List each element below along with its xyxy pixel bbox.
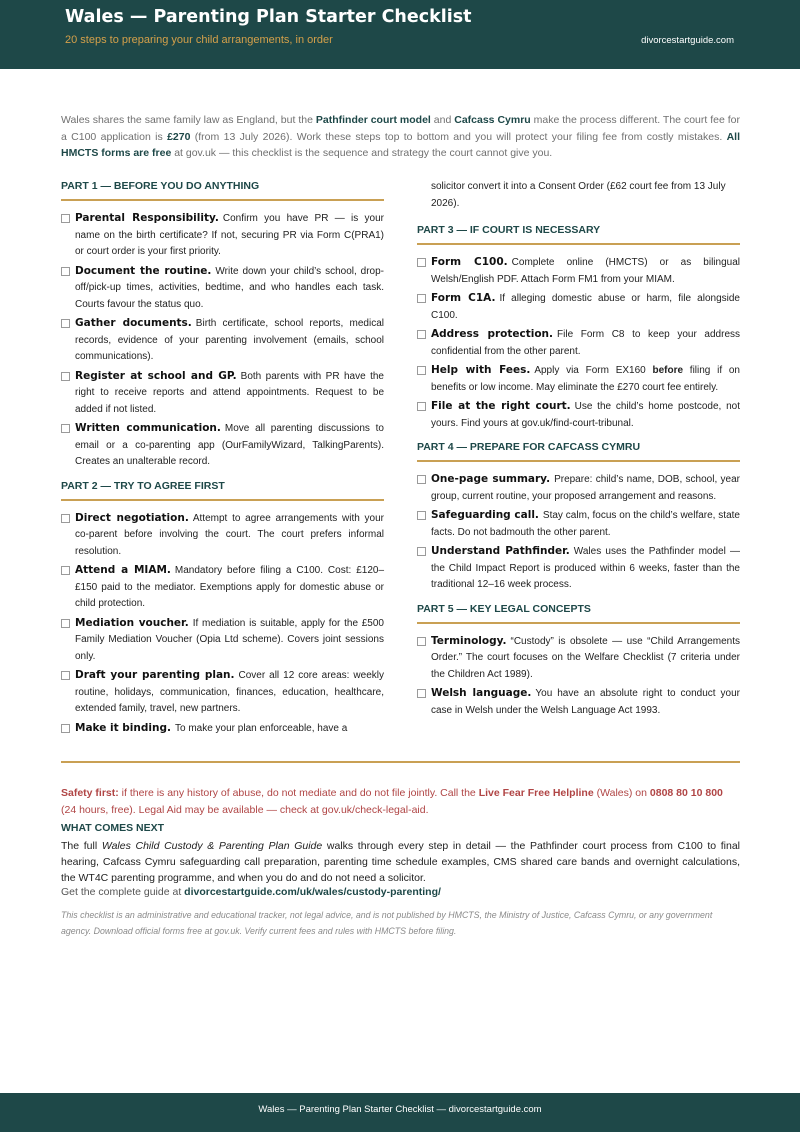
checklist-item[interactable]: Understand Pathfinder. Wales uses the Pathfinder model — the Child Impact Report is produced within 6 weeks, faster than the traditional 12–16 week process.	[417, 543, 740, 594]
checkbox-icon[interactable]	[61, 319, 70, 328]
checkbox-icon[interactable]	[61, 671, 70, 680]
checkbox-icon[interactable]	[417, 330, 426, 339]
checklist-item[interactable]: Document the routine. Write down your child’s school, drop-off/pick-up times, activities, bedtime, and who handles each task. Courts favour the status quo.	[61, 263, 384, 314]
checklist-item[interactable]: Mediation voucher. If mediation is suitable, apply for the £500 Family Mediation Voucher (Opia Ltd scheme). Covers joint sessions only.	[61, 615, 384, 666]
checklist-item[interactable]: Terminology. “Custody” is obsolete — use “Child Arrangements Order.” The court focuses on the Welfare Checklist (7 criteria under the Children Act 1989).	[417, 633, 740, 684]
page-title: Wales — Parenting Plan Starter Checklist	[65, 7, 472, 27]
checklist-item[interactable]: Register at school and GP. Both parents with PR have the right to receive reports and attend appointments. Request to be added if not listed.	[61, 368, 384, 419]
checkbox-icon[interactable]	[417, 511, 426, 520]
site-name: divorcestartguide.com	[641, 35, 734, 46]
checkbox-icon[interactable]	[61, 214, 70, 223]
checklist-item[interactable]: Safeguarding call. Stay calm, focus on the child’s welfare, state facts. Do not badmouth the other parent.	[417, 507, 740, 541]
part-1-heading: PART 1 — BEFORE YOU DO ANYTHING	[61, 179, 384, 201]
intro-paragraph: Wales shares the same family law as England, but the Pathfinder court model and Cafcass Cymru make the process different. The court fee for a C100 application is £270 (from 13 July 2026). Work these steps top to bottom and you will protect your filing fee from costly mistakes. All HMCTS forms are free at gov.uk — this checklist is the sequence and strategy the court cannot give you.	[61, 114, 741, 159]
checklist-item[interactable]: One-page summary. Prepare: child’s name, DOB, school, year group, current routine, your proposed arrangement and reasons.	[417, 471, 740, 505]
checklist-item[interactable]: Form C1A. If alleging domestic abuse or harm, file alongside C100.	[417, 290, 740, 324]
left-column	[61, 179, 384, 739]
header-bar	[0, 0, 800, 69]
part-2-heading: PART 2 — TRY TO AGREE FIRST	[61, 479, 384, 501]
part-4-heading: PART 4 — PREPARE FOR CAFCASS CYMRU	[417, 440, 740, 462]
checklist-item[interactable]: Attend a MIAM. Mandatory before filing a C100. Cost: £120–£150 paid to the mediator. Exemptions apply for domestic abuse or child protection.	[61, 562, 384, 613]
checkbox-icon[interactable]	[417, 547, 426, 556]
checkbox-icon[interactable]	[417, 475, 426, 484]
checklist-item[interactable]: Help with Fees. Apply via Form EX160 before filing if on benefits or low income. May eliminate the £270 court fee entirely.	[417, 362, 740, 396]
checkbox-icon[interactable]	[417, 637, 426, 646]
guide-link-line: Get the complete guide at divorcestartguide.com/uk/wales/custody-parenting/	[61, 886, 441, 898]
part-5-heading: PART 5 — KEY LEGAL CONCEPTS	[417, 602, 740, 624]
checkbox-icon[interactable]	[61, 424, 70, 433]
checkbox-icon[interactable]	[417, 402, 426, 411]
checkbox-icon[interactable]	[61, 724, 70, 733]
part-3-heading: PART 3 — IF COURT IS NECESSARY	[417, 223, 740, 245]
checklist-item[interactable]: Direct negotiation. Attempt to agree arrangements with your co-parent before involving the court. The court prefers informal resolution.	[61, 510, 384, 561]
checkbox-icon[interactable]	[61, 566, 70, 575]
checklist-item[interactable]: Draft your parenting plan. Cover all 12 core areas: weekly routine, holidays, communication, finances, education, healthcare, extended family, travel, new partners.	[61, 667, 384, 718]
checkbox-icon[interactable]	[417, 366, 426, 375]
checkbox-icon[interactable]	[417, 258, 426, 267]
footer-bar	[0, 1093, 800, 1132]
checkbox-icon[interactable]	[61, 619, 70, 628]
checkbox-icon[interactable]	[61, 267, 70, 276]
checkbox-icon[interactable]	[417, 294, 426, 303]
item-continuation: solicitor convert it into a Consent Order (£62 court fee from 13 July 2026).	[431, 181, 726, 209]
what-comes-next-heading: WHAT COMES NEXT	[61, 822, 165, 834]
right-column	[417, 179, 740, 721]
safety-notice: Safety first: if there is any history of abuse, do not mediate and do not file jointly. Call the Live Fear Free Helpline (Wales) on 0808 80 10 800 (24 hours, free). Legal Aid may be available — check at gov.uk/check-legal-aid.	[61, 787, 723, 816]
checklist-item[interactable]: Form C100. Complete online (HMCTS) or as bilingual Welsh/English PDF. Attach Form FM1 from your MIAM.	[417, 254, 740, 288]
checkbox-icon[interactable]	[61, 514, 70, 523]
what-comes-next-body: The full Wales Child Custody & Parenting Plan Guide walks through every step in detail — the Pathfinder court process from C100 to final hearing, Cafcass Cymru safeguarding call preparation, parenting time schedule examples, CMS shared care bands and overnight calculations, the WT4C parenting programme, and when you do and do not need a solicitor.	[61, 840, 740, 884]
checkbox-icon[interactable]	[61, 372, 70, 381]
footer-text: Wales — Parenting Plan Starter Checklist — divorcestartguide.com	[258, 1104, 542, 1115]
section-divider	[61, 761, 740, 763]
checklist-item[interactable]: Written communication. Move all parenting discussions to email or a co-parenting app (OurFamilyWizard, TalkingParents). Creates an unalterable record.	[61, 420, 384, 471]
checklist-item[interactable]: Address protection. File Form C8 to keep your address confidential from the other parent.	[417, 326, 740, 360]
disclaimer: This checklist is an administrative and educational tracker, not legal advice, and is not published by HMCTS, the Ministry of Justice, Cafcass Cymru, or any government agency. Download official forms free at gov.uk. Verify current fees and rules with HMCTS before filing.	[61, 910, 713, 936]
checklist-item[interactable]: Gather documents. Birth certificate, school reports, medical records, evidence of your parenting involvement (emails, school communications).	[61, 315, 384, 366]
checkbox-icon[interactable]	[417, 689, 426, 698]
checklist-item[interactable]: Make it binding. To make your plan enforceable, have a	[61, 720, 384, 738]
guide-link[interactable]: divorcestartguide.com/uk/wales/custody-parenting/	[184, 886, 441, 898]
checklist-item[interactable]: Welsh language. You have an absolute right to conduct your case in Welsh under the Welsh Language Act 1993.	[417, 685, 740, 719]
page-subtitle: 20 steps to preparing your child arrangements, in order	[65, 34, 333, 46]
checklist-item[interactable]: File at the right court. Use the child’s home postcode, not yours. Find yours at gov.uk/find-court-tribunal.	[417, 398, 740, 432]
checklist-item[interactable]: Parental Responsibility. Confirm you have PR — is your name on the birth certificate? If not, securing PR via Form C(PRA1) or court order is your first priority.	[61, 210, 384, 261]
